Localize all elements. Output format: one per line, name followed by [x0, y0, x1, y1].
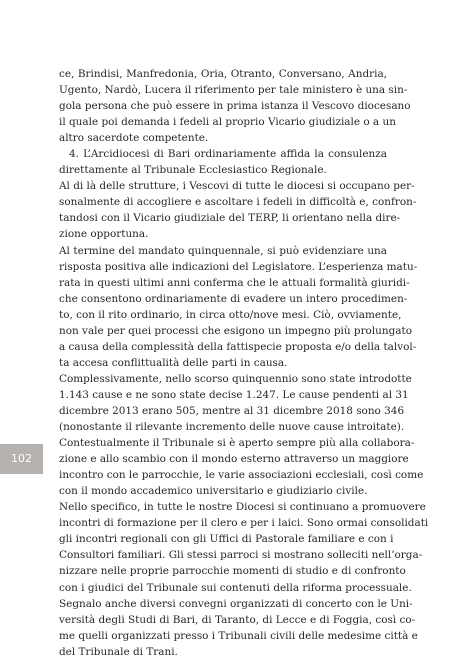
- text-line: dicembre 2013 erano 505, mentre al 31 dicembre 2018 sono 346: [59, 404, 405, 417]
- text-line: tandosi con il Vicario giudiziale del TERP, li orientano nella dire-: [59, 212, 401, 225]
- text-line: Al termine del mandato quinquennale, si può evidenziare una: [59, 244, 387, 257]
- text-line: versità degli Studi di Bari, di Taranto, di Lecce e di Foggia, così co-: [59, 613, 416, 626]
- text-line: il quale poi demanda i fedeli al proprio Vicario giudiziale o a un: [59, 116, 396, 129]
- text-line: del Tribunale di Trani.: [59, 645, 178, 658]
- text-line: Al di là delle strutture, i Vescovi di tutte le diocesi si occupano per-: [59, 180, 415, 193]
- text-line: direttamente al Tribunale Ecclesiastico Regionale.: [59, 164, 327, 177]
- text-line: con il mondo accademico universitario e giudiziario civile.: [59, 485, 368, 498]
- text-line: Contestualmente il Tribunale si è aperto sempre più alla collabora-: [59, 437, 415, 450]
- text-line: incontri di formazione per il clero e per i laici. Sono ormai consolidati: [59, 517, 429, 530]
- text-line: ta accesa conflittualità delle parti in causa.: [59, 356, 288, 369]
- text-line: nizzare nelle proprie parrocchie momenti di studio e di confronto: [59, 565, 406, 578]
- text-line: zione e allo scambio con il mondo esterno attraverso un maggiore: [59, 453, 409, 466]
- text-line: rata in questi ultimi anni conferma che le attuali formalità giuridi-: [59, 276, 410, 289]
- text-line: Ugento, Nardò, Lucera il riferimento per tale ministero è una sin-: [59, 84, 408, 97]
- body-text: [59, 66, 429, 660]
- text-line: che consentono ordinariamente di evadere un intero procedimen-: [59, 292, 408, 305]
- text-line: incontro con le parrocchie, le varie associazioni ecclesiali, così come: [59, 469, 424, 482]
- text-line: me quelli organizzati presso i Tribunali civili delle medesime città e: [59, 629, 418, 642]
- text-line: 4. L’Arcidiocesi di Bari ordinariamente affida la consulenza: [69, 148, 387, 161]
- text-line: gola persona che può essere in prima istanza il Vescovo diocesano: [59, 100, 411, 113]
- text-line: a causa della complessità della fattispecie proposta e/o della talvol-: [59, 340, 417, 353]
- text-line: sonalmente di accogliere e ascoltare i fedeli in difficoltà e, confron-: [59, 196, 417, 209]
- text-line: to, con il rito ordinario, in circa otto/nove mesi. Ciò, ovviamente,: [59, 308, 402, 321]
- text-line: Complessivamente, nello scorso quinquennio sono state introdotte: [59, 372, 412, 385]
- text-line: Nello specifico, in tutte le nostre Diocesi si continuano a promuovere: [59, 501, 426, 514]
- text-line: 1.143 cause e ne sono state decise 1.247. Le cause pendenti al 31: [59, 388, 409, 401]
- page-number: 102: [11, 452, 32, 465]
- text-line: gli incontri regionali con gli Uffici di Pastorale familiare e con i: [59, 533, 394, 546]
- text-line: con i giudici del Tribunale sui contenuti della riforma processuale.: [59, 581, 412, 594]
- text-line: risposta positiva alle indicazioni del Legislatore. L’esperienza matu-: [59, 260, 418, 273]
- text-line: zione opportuna.: [59, 228, 149, 241]
- text-line: Segnalo anche diversi convegni organizzati di concerto con le Uni-: [59, 597, 413, 610]
- text-line: Consultori familiari. Gli stessi parroci si mostrano solleciti nell’orga-: [59, 549, 423, 562]
- text-line: ce, Brindisi, Manfredonia, Oria, Otranto, Conversano, Andria,: [59, 68, 387, 80]
- text-line: non vale per quei processi che esigono un impegno più prolungato: [59, 324, 413, 337]
- text-line: (nonostante il rilevante incremento delle nuove cause introitate).: [59, 421, 405, 434]
- text-line: altro sacerdote competente.: [59, 132, 209, 145]
